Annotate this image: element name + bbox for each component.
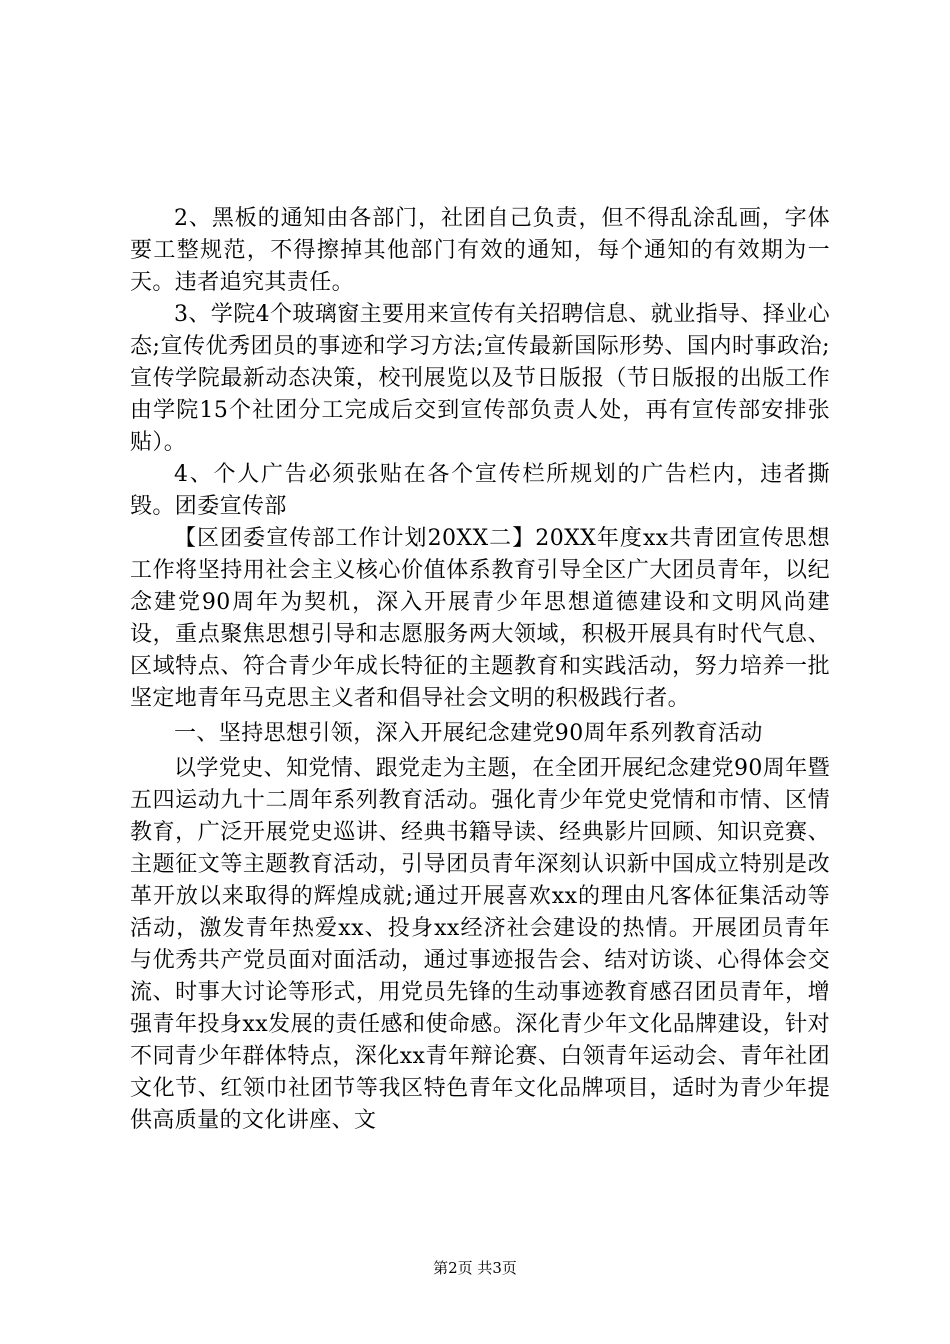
- paragraph-personal-ads-rule: 4、个人广告必须张贴在各个宣传栏所规划的广告栏内，违者撕毁。团委宣传部: [130, 462, 830, 519]
- paragraph-work-plan-intro: 【区团委宣传部工作计划20XX二】20XX年度xx共青团宣传思想工作将坚持用社会主义核心价值体系教育引导全区广大团员青年，以纪念建党90周年为契机，深入开展青少年思想道德建设和文明风尚建设，重点聚焦思想引导和志愿服务两大领域，积极开展具有时代气息、区域特点、符合青少年成长特征的主题教育和实践活动，努力培养一批坚定地青年马克思主义者和倡导社会文明的积极践行者。: [130, 526, 830, 711]
- paragraph-glass-window-rule: 3、学院4个玻璃窗主要用来宣传有关招聘信息、就业指导、择业心态;宣传优秀团员的事迹和学习方法;宣传最新国际形势、国内时事政治;宣传学院最新动态决策，校刊展览以及节日版报（节日版报的出版工作由学院15个社团分工完成后交到宣传部负责人处，再有宣传部安排张贴）。: [130, 302, 830, 455]
- paragraph-blackboard-rule: 2、黑板的通知由各部门，社团自己负责，但不得乱涂乱画，字体要工整规范，不得擦掉其他部门有效的通知，每个通知的有效期为一天。违者追究其责任。: [130, 206, 830, 295]
- paragraph-section-one-body: 以学党史、知党情、跟党走为主题，在全团开展纪念建党90周年暨五四运动九十二周年系列教育活动。强化青少年党史党情和市情、区情教育，广泛开展党史巡讲、经典书籍导读、经典影片回顾、知识竞赛、主题征文等主题教育活动，引导团员青年深刻认识新中国成立特别是改革开放以来取得的辉煌成就;通过开展喜欢xx的理由凡客体征集活动等活动，激发青年热爱xx、投身xx经济社会建设的热情。开展团员青年与优秀共产党员面对面活动，通过事迹报告会、结对访谈、心得体会交流、时事大讨论等形式，用党员先锋的生动事迹教育感召团员青年，增强青年投身xx发展的责任感和使命感。深化青少年文化品牌建设，针对不同青少年群体特点，深化xx青年辩论赛、白领青年运动会、青年社团文化节、红领巾社团节等我区特色青年文化品牌项目，适时为青少年提供高质量的文化讲座、文: [130, 756, 830, 1133]
- document-body: [130, 203, 830, 1137]
- section-heading-one: 一、坚持思想引领，深入开展纪念建党90周年系列教育活动: [174, 721, 763, 746]
- page-number-footer: 第2页 共3页: [433, 1259, 517, 1277]
